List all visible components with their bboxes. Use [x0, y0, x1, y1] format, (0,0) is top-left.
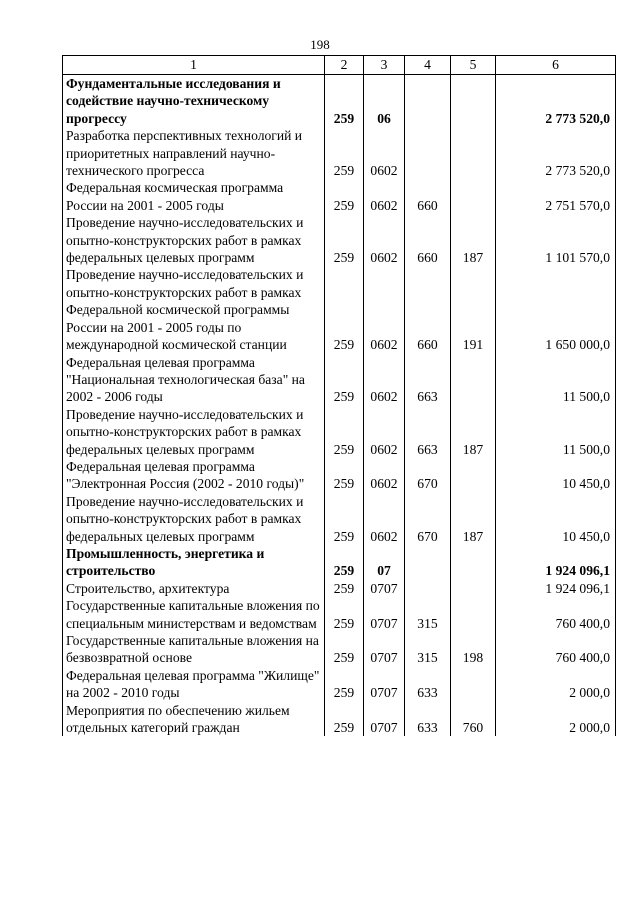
row-code-3: 0602 — [364, 179, 405, 214]
table-row — [63, 667, 616, 702]
row-amount: 1 924 096,1 — [496, 545, 616, 580]
row-code-5: 191 — [451, 266, 496, 353]
column-header-3: 3 — [364, 56, 405, 75]
row-code-2: 259 — [325, 667, 364, 702]
table-header — [63, 56, 616, 75]
table-row — [63, 493, 616, 545]
row-code-2: 259 — [325, 493, 364, 545]
row-amount: 760 400,0 — [496, 597, 616, 632]
row-code-2: 259 — [325, 266, 364, 353]
row-code-2: 259 — [325, 545, 364, 580]
row-code-3: 0602 — [364, 354, 405, 406]
row-code-4: 315 — [405, 597, 451, 632]
row-code-3: 0707 — [364, 632, 405, 667]
row-code-5 — [451, 127, 496, 179]
row-code-2: 259 — [325, 214, 364, 266]
row-name: Мероприятия по обеспечению жильем отдельных категорий граждан — [63, 702, 325, 737]
table-row — [63, 545, 616, 580]
row-code-4: 663 — [405, 354, 451, 406]
row-amount: 760 400,0 — [496, 632, 616, 667]
row-name: Федеральная целевая программа "Жилище" на 2002 - 2010 годы — [63, 667, 325, 702]
column-header-5: 5 — [451, 56, 496, 75]
row-code-4 — [405, 580, 451, 597]
row-code-5 — [451, 354, 496, 406]
row-name: Государственные капитальные вложения на безвозвратной основе — [63, 632, 325, 667]
table-row — [63, 75, 616, 128]
row-name: Федеральная космическая программа России на 2001 - 2005 годы — [63, 179, 325, 214]
row-code-3: 0602 — [364, 127, 405, 179]
row-code-4 — [405, 127, 451, 179]
row-code-4: 670 — [405, 493, 451, 545]
row-name: Фундаментальные исследования и содействие научно-техническому прогрессу — [63, 75, 325, 128]
row-code-3: 0602 — [364, 493, 405, 545]
row-code-5: 198 — [451, 632, 496, 667]
row-code-5: 187 — [451, 406, 496, 458]
column-header-1: 1 — [63, 56, 325, 75]
row-amount: 2 751 570,0 — [496, 179, 616, 214]
row-code-5: 187 — [451, 214, 496, 266]
row-code-4: 633 — [405, 702, 451, 737]
row-code-5: 760 — [451, 702, 496, 737]
row-amount: 2 000,0 — [496, 702, 616, 737]
row-code-2: 259 — [325, 406, 364, 458]
row-code-3: 0602 — [364, 266, 405, 353]
header-row — [63, 56, 616, 75]
row-code-3: 0707 — [364, 667, 405, 702]
table-row — [63, 406, 616, 458]
table-row — [63, 597, 616, 632]
row-code-3: 0602 — [364, 214, 405, 266]
row-code-3: 0602 — [364, 406, 405, 458]
row-amount: 1 101 570,0 — [496, 214, 616, 266]
row-code-2: 259 — [325, 580, 364, 597]
row-code-3: 06 — [364, 75, 405, 128]
row-code-3: 0707 — [364, 702, 405, 737]
column-header-4: 4 — [405, 56, 451, 75]
row-code-2: 259 — [325, 632, 364, 667]
table-row — [63, 702, 616, 737]
row-code-4: 633 — [405, 667, 451, 702]
row-code-5 — [451, 545, 496, 580]
row-code-5 — [451, 580, 496, 597]
table-row — [63, 127, 616, 179]
row-code-3: 0707 — [364, 580, 405, 597]
row-code-5 — [451, 75, 496, 128]
row-name: Проведение научно-исследовательских и опытно-конструкторских работ в рамках федеральных целевых программ — [63, 493, 325, 545]
row-amount: 1 924 096,1 — [496, 580, 616, 597]
row-name: Проведение научно-исследовательских и опытно-конструкторских работ в рамках федеральных целевых программ — [63, 406, 325, 458]
page-number: 198 — [310, 37, 330, 52]
row-name: Федеральная целевая программа "Электронная Россия (2002 - 2010 годы)" — [63, 458, 325, 493]
table-row — [63, 179, 616, 214]
table-row — [63, 632, 616, 667]
table-row — [63, 214, 616, 266]
row-code-5: 187 — [451, 493, 496, 545]
row-code-3: 0602 — [364, 458, 405, 493]
row-code-2: 259 — [325, 179, 364, 214]
row-code-5 — [451, 667, 496, 702]
row-code-4: 663 — [405, 406, 451, 458]
row-amount: 2 773 520,0 — [496, 75, 616, 128]
table-body — [63, 75, 616, 737]
row-code-4: 660 — [405, 214, 451, 266]
row-amount: 2 000,0 — [496, 667, 616, 702]
row-amount: 11 500,0 — [496, 406, 616, 458]
row-name: Федеральная целевая программа "Национальная технологическая база" на 2002 - 2006 годы — [63, 354, 325, 406]
table-row — [63, 354, 616, 406]
budget-table — [62, 55, 616, 736]
row-code-2: 259 — [325, 127, 364, 179]
table-row — [63, 266, 616, 353]
row-amount: 10 450,0 — [496, 458, 616, 493]
column-header-2: 2 — [325, 56, 364, 75]
row-name: Проведение научно-исследовательских и опытно-конструкторских работ в рамках Федеральной космической программы России на 2001 - 2005 годы по международной космической станции — [63, 266, 325, 353]
table-row — [63, 580, 616, 597]
row-code-2: 259 — [325, 458, 364, 493]
row-code-5 — [451, 458, 496, 493]
row-code-4: 315 — [405, 632, 451, 667]
row-code-2: 259 — [325, 702, 364, 737]
row-code-4: 660 — [405, 266, 451, 353]
row-code-4: 670 — [405, 458, 451, 493]
row-amount: 2 773 520,0 — [496, 127, 616, 179]
row-code-3: 0707 — [364, 597, 405, 632]
row-code-4 — [405, 75, 451, 128]
row-code-4 — [405, 545, 451, 580]
row-code-4: 660 — [405, 179, 451, 214]
row-name: Проведение научно-исследовательских и опытно-конструкторских работ в рамках федеральных целевых программ — [63, 214, 325, 266]
row-code-2: 259 — [325, 597, 364, 632]
row-amount: 1 650 000,0 — [496, 266, 616, 353]
row-amount: 11 500,0 — [496, 354, 616, 406]
row-code-5 — [451, 179, 496, 214]
row-code-2: 259 — [325, 354, 364, 406]
row-amount: 10 450,0 — [496, 493, 616, 545]
column-header-6: 6 — [496, 56, 616, 75]
table-row — [63, 458, 616, 493]
row-name: Разработка перспективных технологий и приоритетных направлений научно-технического прогресса — [63, 127, 325, 179]
row-name: Строительство, архитектура — [63, 580, 325, 597]
row-code-2: 259 — [325, 75, 364, 128]
row-name: Промышленность, энергетика и строительство — [63, 545, 325, 580]
row-code-5 — [451, 597, 496, 632]
row-name: Государственные капитальные вложения по специальным министерствам и ведомствам — [63, 597, 325, 632]
row-code-3: 07 — [364, 545, 405, 580]
